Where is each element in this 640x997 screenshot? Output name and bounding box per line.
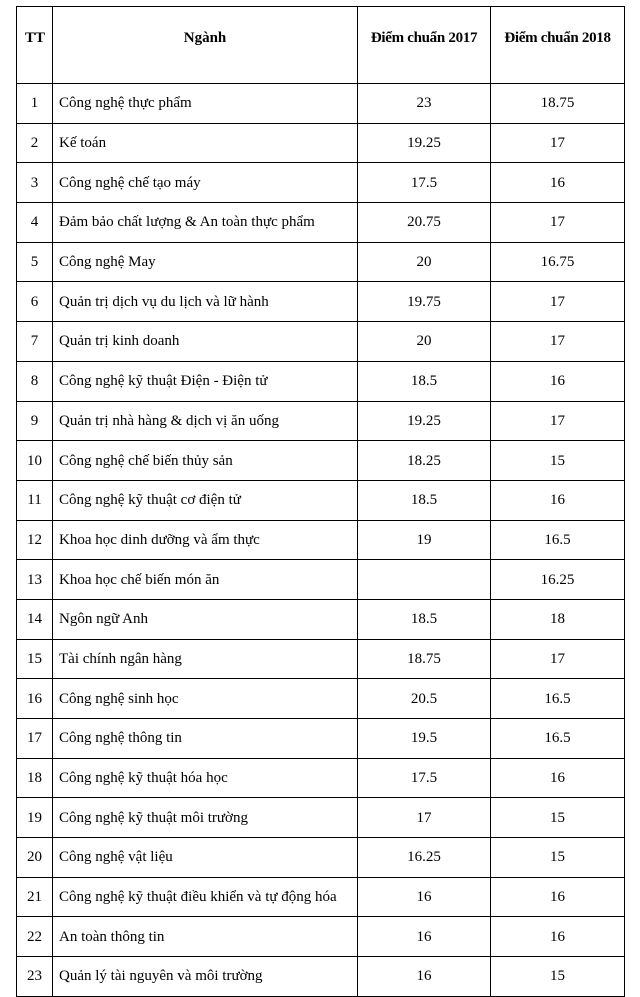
cell-score-2017: 16 [358, 957, 491, 997]
cell-score-2018: 16 [491, 163, 625, 203]
cell-tt: 3 [17, 163, 53, 203]
cell-score-2017: 16 [358, 917, 491, 957]
cell-score-2018: 16.5 [491, 679, 625, 719]
cell-nganh: Công nghệ kỹ thuật hóa học [53, 758, 358, 798]
cell-tt: 12 [17, 520, 53, 560]
table-row [17, 401, 625, 441]
cell-tt: 16 [17, 679, 53, 719]
table-row [17, 758, 625, 798]
table-row [17, 560, 625, 600]
admission-scores-table [16, 6, 625, 997]
table-row [17, 282, 625, 322]
cell-score-2018: 16.5 [491, 719, 625, 759]
column-header-tt: TT [17, 7, 53, 84]
cell-score-2017: 18.75 [358, 639, 491, 679]
table-row [17, 322, 625, 362]
table-row [17, 957, 625, 997]
cell-tt: 22 [17, 917, 53, 957]
table-row [17, 361, 625, 401]
table-row [17, 520, 625, 560]
cell-nganh: Ngôn ngữ Anh [53, 599, 358, 639]
cell-score-2018: 15 [491, 441, 625, 481]
table-header [17, 7, 625, 84]
cell-tt: 6 [17, 282, 53, 322]
cell-nganh: Công nghệ kỹ thuật Điện - Điện tử [53, 361, 358, 401]
table-row [17, 719, 625, 759]
table-row [17, 599, 625, 639]
cell-tt: 13 [17, 560, 53, 600]
cell-nganh: Công nghệ vật liệu [53, 838, 358, 878]
cell-nganh: Quản trị nhà hàng & dịch vị ăn uống [53, 401, 358, 441]
cell-nganh: Công nghệ kỹ thuật điều khiển và tự động hóa [53, 877, 358, 917]
cell-tt: 14 [17, 599, 53, 639]
cell-nganh: Quản trị kinh doanh [53, 322, 358, 362]
cell-nganh: Khoa học chế biến món ăn [53, 560, 358, 600]
cell-score-2018: 18 [491, 599, 625, 639]
cell-tt: 11 [17, 480, 53, 520]
cell-score-2018: 16.5 [491, 520, 625, 560]
cell-nganh: Công nghệ thông tin [53, 719, 358, 759]
table-row [17, 679, 625, 719]
cell-tt: 21 [17, 877, 53, 917]
cell-nganh: Tài chính ngân hàng [53, 639, 358, 679]
cell-score-2017: 17.5 [358, 758, 491, 798]
cell-score-2017: 17 [358, 798, 491, 838]
cell-score-2018: 16.75 [491, 242, 625, 282]
cell-score-2017: 19 [358, 520, 491, 560]
table-row [17, 203, 625, 243]
cell-score-2018: 16 [491, 758, 625, 798]
cell-nganh: Khoa học dinh dưỡng và ẩm thực [53, 520, 358, 560]
cell-score-2018: 16.25 [491, 560, 625, 600]
cell-nganh: Quản lý tài nguyên và môi trường [53, 957, 358, 997]
table-body [17, 84, 625, 997]
cell-score-2018: 16 [491, 877, 625, 917]
cell-score-2017: 20 [358, 322, 491, 362]
table-row [17, 163, 625, 203]
cell-tt: 2 [17, 123, 53, 163]
cell-score-2018: 17 [491, 123, 625, 163]
cell-score-2017: 20.75 [358, 203, 491, 243]
cell-score-2017 [358, 560, 491, 600]
cell-tt: 19 [17, 798, 53, 838]
table-row [17, 441, 625, 481]
column-header-nganh: Ngành [53, 7, 358, 84]
cell-nganh: Công nghệ sinh học [53, 679, 358, 719]
cell-tt: 15 [17, 639, 53, 679]
cell-nganh: Kế toán [53, 123, 358, 163]
cell-score-2017: 19.5 [358, 719, 491, 759]
cell-tt: 4 [17, 203, 53, 243]
cell-score-2017: 23 [358, 84, 491, 124]
cell-score-2017: 18.5 [358, 361, 491, 401]
cell-score-2018: 16 [491, 480, 625, 520]
cell-score-2018: 16 [491, 917, 625, 957]
column-header-score-2018: Điểm chuẩn 2018 [491, 7, 625, 84]
table-row [17, 123, 625, 163]
cell-nganh: Công nghệ chế biến thủy sản [53, 441, 358, 481]
cell-nganh: Công nghệ kỹ thuật cơ điện tử [53, 480, 358, 520]
cell-tt: 23 [17, 957, 53, 997]
cell-score-2017: 16 [358, 877, 491, 917]
cell-score-2017: 20.5 [358, 679, 491, 719]
cell-tt: 17 [17, 719, 53, 759]
table-header-row [17, 7, 625, 84]
cell-tt: 7 [17, 322, 53, 362]
table-row [17, 877, 625, 917]
cell-score-2018: 17 [491, 203, 625, 243]
cell-nganh: An toàn thông tin [53, 917, 358, 957]
cell-score-2018: 17 [491, 322, 625, 362]
cell-score-2018: 15 [491, 798, 625, 838]
cell-score-2017: 19.75 [358, 282, 491, 322]
cell-score-2017: 16.25 [358, 838, 491, 878]
cell-nganh: Công nghệ thực phẩm [53, 84, 358, 124]
cell-score-2018: 15 [491, 957, 625, 997]
table-row [17, 838, 625, 878]
cell-tt: 18 [17, 758, 53, 798]
cell-score-2017: 19.25 [358, 123, 491, 163]
cell-score-2018: 18.75 [491, 84, 625, 124]
table-row [17, 242, 625, 282]
cell-tt: 20 [17, 838, 53, 878]
cell-score-2017: 18.5 [358, 480, 491, 520]
table-row [17, 84, 625, 124]
cell-nganh: Quản trị dịch vụ du lịch và lữ hành [53, 282, 358, 322]
cell-nganh: Đảm bảo chất lượng & An toàn thực phẩm [53, 203, 358, 243]
cell-tt: 8 [17, 361, 53, 401]
cell-score-2017: 18.25 [358, 441, 491, 481]
cell-nganh: Công nghệ kỹ thuật môi trường [53, 798, 358, 838]
cell-score-2018: 15 [491, 838, 625, 878]
table-row [17, 798, 625, 838]
cell-tt: 10 [17, 441, 53, 481]
cell-tt: 1 [17, 84, 53, 124]
cell-score-2017: 19.25 [358, 401, 491, 441]
cell-score-2018: 17 [491, 401, 625, 441]
cell-score-2018: 17 [491, 282, 625, 322]
cell-tt: 9 [17, 401, 53, 441]
table-row [17, 480, 625, 520]
cell-score-2018: 17 [491, 639, 625, 679]
cell-nganh: Công nghệ chế tạo máy [53, 163, 358, 203]
cell-score-2017: 18.5 [358, 599, 491, 639]
cell-score-2017: 17.5 [358, 163, 491, 203]
table-row [17, 917, 625, 957]
cell-tt: 5 [17, 242, 53, 282]
cell-nganh: Công nghệ May [53, 242, 358, 282]
cell-score-2018: 16 [491, 361, 625, 401]
table-row [17, 639, 625, 679]
cell-score-2017: 20 [358, 242, 491, 282]
column-header-score-2017: Điểm chuẩn 2017 [358, 7, 491, 84]
